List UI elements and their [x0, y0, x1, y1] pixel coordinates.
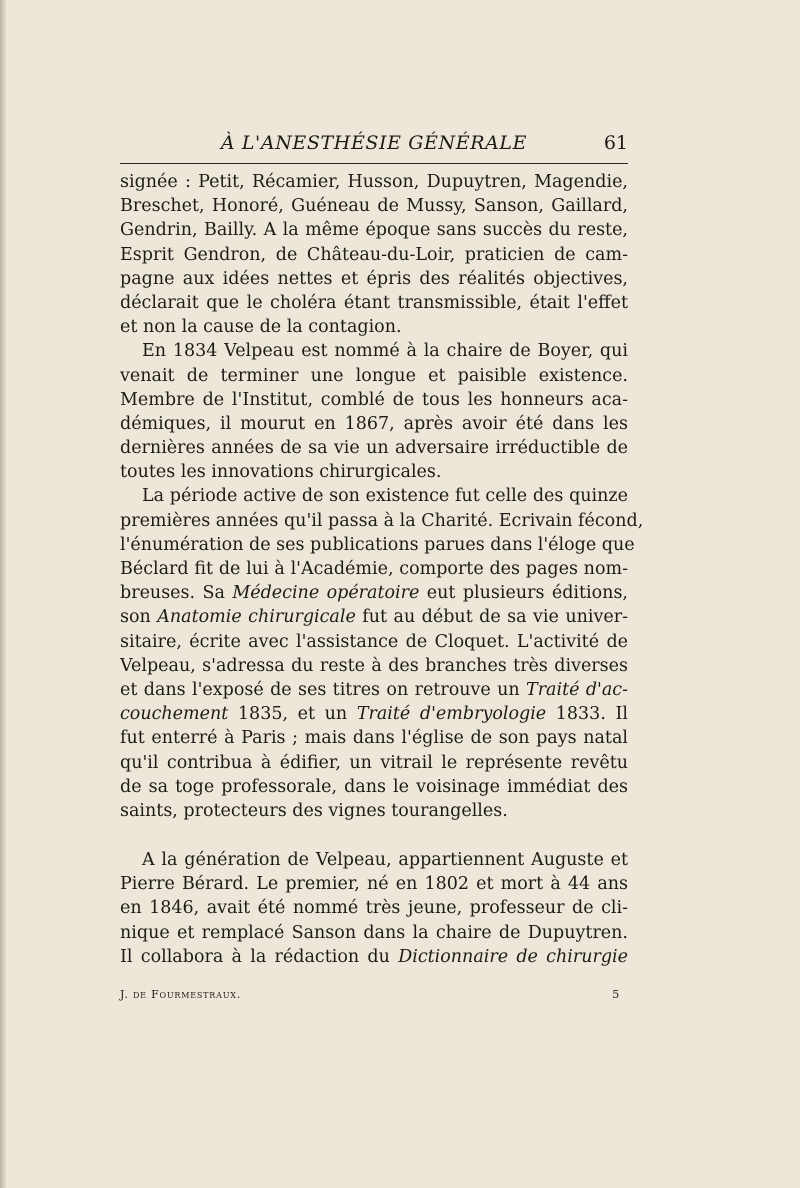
text-line: de sa toge professorale, dans le voisinage immédiat des [120, 776, 628, 797]
paragraph-1 [120, 170, 628, 339]
text-line: venait de terminer une longue et paisible existence. [120, 365, 628, 386]
text-line: son Anatomie chirurgicale fut au début de sa vie univer- [120, 607, 628, 628]
text-line: Breschet, Honoré, Guéneau de Mussy, Sanson, Gaillard, [120, 196, 628, 217]
text-line: Membre de l'Institut, comblé de tous les honneurs aca- [120, 389, 628, 410]
text-line: nique et remplacé Sanson dans la chaire de Dupuytren. [120, 922, 628, 943]
text-line: breuses. Sa Médecine opératoire eut plusieurs éditions, [120, 583, 628, 604]
text-line: sitaire, écrite avec l'assistance de Cloquet. L'activité de [120, 631, 628, 652]
text-line: couchement 1835, et un Traité d'embryologie 1833. Il [120, 704, 629, 725]
text-line: Pierre Bérard. Le premier, né en 1802 et mort à 44 ans [120, 874, 628, 895]
text-line: signée : Petit, Récamier, Husson, Dupuytren, Magendie, [120, 172, 628, 192]
running-header [120, 132, 628, 162]
header-rule [120, 163, 628, 164]
text-line: fut enterré à Paris ; mais dans l'église de son pays natal [120, 728, 628, 749]
text-line: A la génération de Velpeau, appartiennent Auguste et [142, 850, 628, 871]
paragraph-gap [120, 823, 628, 848]
text-line: Béclard fit de lui à l'Académie, comporte des pages nom- [120, 559, 628, 579]
page-edge [0, 0, 6, 1188]
text-line: Gendrin, Bailly. A la même époque sans succès du reste, [120, 220, 628, 241]
running-title: À L'ANESTHÉSIE GÉNÉRALE [220, 132, 528, 154]
text-line: Il collabora à la rédaction du Dictionnaire de chirurgie [120, 946, 629, 967]
text-line: qu'il contribua à édifier, un vitrail le représente revêtu [120, 752, 628, 773]
text-line: toutes les innovations chirurgicales. [120, 462, 442, 483]
text-line: saints, protecteurs des vignes tourangelles. [120, 800, 508, 821]
text-line: premières années qu'il passa à la Charité. Ecrivain fécond, [120, 510, 644, 531]
text-line: dernières années de sa vie un adversaire irréductible de [120, 438, 628, 459]
text-line: La période active de son existence fut celle des quinze [142, 486, 628, 507]
text-line: démiques, il mourut en 1867, après avoir été dans les [120, 413, 628, 434]
paragraph-3 [120, 484, 644, 823]
text-line: Esprit Gendron, de Château-du-Loir, praticien de cam- [120, 244, 628, 265]
page-footer [120, 988, 628, 1006]
text-line: En 1834 Velpeau est nommé à la chaire de Boyer, qui [142, 341, 628, 362]
page-number: 61 [603, 132, 628, 154]
text-line: Velpeau, s'adressa du reste à des branches très diverses [120, 655, 628, 676]
text-line: déclarait que le choléra étant transmissible, était l'effet [120, 292, 628, 313]
body-text [120, 170, 644, 969]
paragraph-4 [120, 848, 628, 969]
text-line: pagne aux idées nettes et épris des réalités objectives, [120, 268, 628, 289]
paragraph-2 [120, 339, 628, 484]
text-line: et non la cause de la contagion. [120, 317, 402, 338]
text-line: l'énumération de ses publications parues dans l'éloge que [120, 534, 635, 555]
printer-signature: J. de Fourmestraux. [120, 988, 242, 1001]
text-line: et dans l'exposé de ses titres on retrouve un Traité d'ac- [120, 679, 628, 700]
text-line: en 1846, avait été nommé très jeune, professeur de cli- [120, 898, 628, 919]
sheet-number: 5 [612, 988, 620, 1001]
